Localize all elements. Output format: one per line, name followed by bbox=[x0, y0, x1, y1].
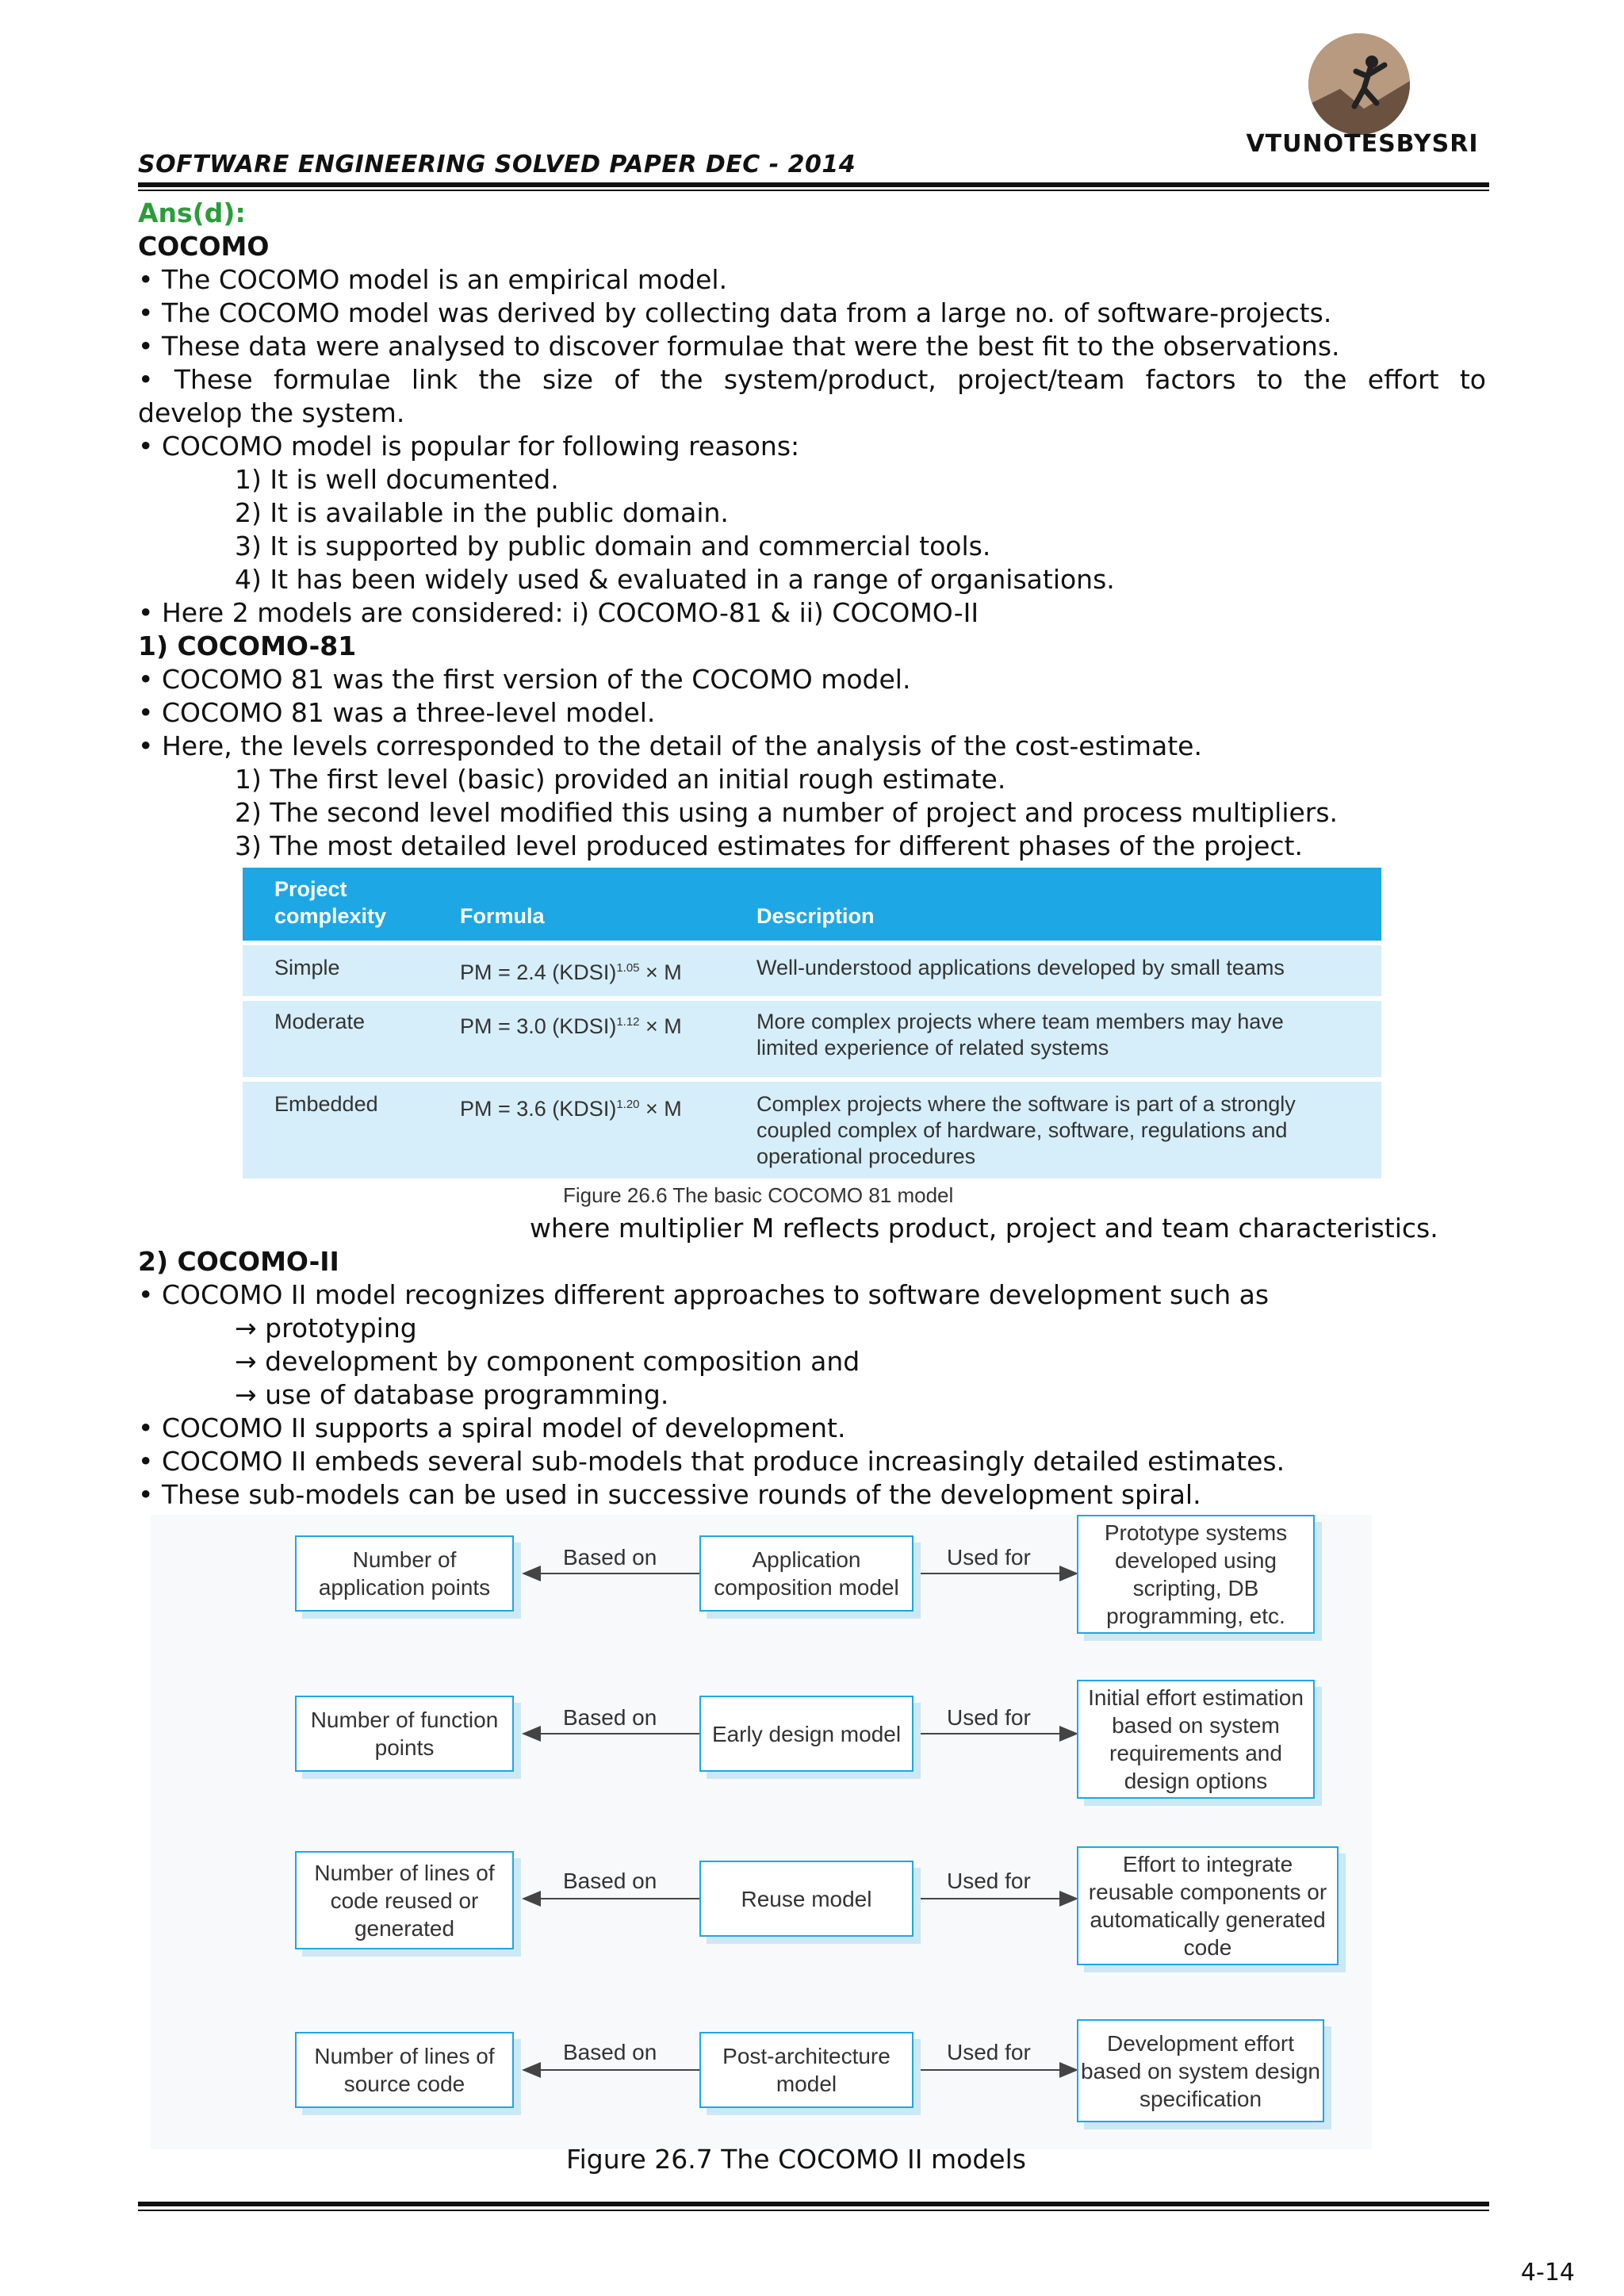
bullet: • COCOMO II model recognizes different approaches to software development such as bbox=[138, 1279, 1270, 1310]
cell-complexity: Moderate bbox=[274, 1010, 366, 1033]
page-number: 4-14 bbox=[1520, 2259, 1575, 2286]
model-box: Post-architecture model bbox=[699, 2032, 914, 2108]
approach-item: → prototyping bbox=[235, 1313, 417, 1343]
cell-complexity: Simple bbox=[274, 956, 340, 979]
based-on-label: Based on bbox=[563, 1545, 657, 1570]
based-on-label: Based on bbox=[563, 1869, 657, 1893]
input-box: Number of application points bbox=[295, 1535, 514, 1612]
level-item: 2) The second level modified this using a number of project and process multipliers. bbox=[235, 797, 1339, 828]
bullet: • Here, the levels corresponded to the detail of the analysis of the cost-estimate. bbox=[138, 730, 1202, 761]
logo-text: VTUNOTESBYSRI bbox=[1246, 130, 1479, 158]
subsection-heading: 1) COCOMO-81 bbox=[138, 631, 357, 661]
formula-exponent: 1.20 bbox=[616, 1098, 640, 1111]
approach-item: → development by component composition and bbox=[235, 1346, 860, 1377]
bullet: • The COCOMO model is an empirical model. bbox=[138, 264, 728, 295]
header-description: Description bbox=[756, 904, 875, 928]
header-formula: Formula bbox=[460, 904, 545, 928]
page-header-title: SOFTWARE ENGINEERING SOLVED PAPER DEC - 2014 bbox=[138, 151, 856, 178]
approach-item: → use of database programming. bbox=[235, 1379, 669, 1410]
cell-formula bbox=[460, 1091, 682, 1122]
used-for-label: Used for bbox=[947, 1869, 1031, 1893]
use-box: Development effort based on system design specification bbox=[1077, 2019, 1324, 2122]
model-box: Reuse model bbox=[699, 1861, 914, 1937]
table-header bbox=[243, 868, 1381, 941]
diagram-caption: Figure 26.7 The COCOMO II models bbox=[566, 2144, 1026, 2175]
formula-multiplier: × M bbox=[639, 1097, 682, 1121]
header-rule bbox=[138, 182, 1489, 187]
cell-complexity: Embedded bbox=[274, 1092, 378, 1116]
used-for-label: Used for bbox=[947, 1545, 1031, 1570]
row-separator bbox=[243, 941, 1381, 945]
bullet: • COCOMO II embeds several sub-models that produce increasingly detailed estimates. bbox=[138, 1446, 1285, 1477]
formula-exponent: 1.12 bbox=[616, 1015, 640, 1029]
header-rule-thin bbox=[138, 190, 1489, 191]
table-caption: Figure 26.6 The basic COCOMO 81 model bbox=[563, 1183, 954, 1207]
formula-base: PM = 3.0 (KDSI) bbox=[460, 1014, 617, 1038]
multiplier-note: where multiplier M reflects product, project and team characteristics. bbox=[530, 1213, 1438, 1244]
input-box: Number of function points bbox=[295, 1696, 514, 1772]
bullet: • These formulae link the size of the system/product, project/team factors to the effort to bbox=[138, 364, 1486, 395]
model-box: Early design model bbox=[699, 1696, 914, 1772]
cocomo2-diagram bbox=[151, 1515, 1372, 2149]
section-heading: COCOMO bbox=[138, 231, 270, 262]
bullet: • COCOMO 81 was a three-level model. bbox=[138, 697, 656, 728]
cell-description: coupled complex of hardware, software, regulations and bbox=[756, 1118, 1288, 1142]
header-complexity-line2: complexity bbox=[274, 904, 387, 928]
cell-description: operational procedures bbox=[756, 1144, 976, 1168]
formula-multiplier: × M bbox=[639, 960, 682, 984]
used-for-label: Used for bbox=[947, 2040, 1031, 2064]
level-item: 1) The first level (basic) provided an initial rough estimate. bbox=[235, 764, 1006, 795]
bullet: • COCOMO model is popular for following reasons: bbox=[138, 431, 800, 462]
input-box: Number of lines of code reused or generated bbox=[295, 1851, 514, 1949]
formula-base: PM = 2.4 (KDSI) bbox=[460, 960, 617, 984]
subsection-heading: 2) COCOMO-II bbox=[138, 1246, 339, 1277]
cell-formula bbox=[460, 955, 682, 986]
bullet-continuation: develop the system. bbox=[138, 397, 405, 428]
bullet: • The COCOMO model was derived by collecting data from a large no. of software-projects. bbox=[138, 297, 1332, 328]
reason-item: 2) It is available in the public domain. bbox=[235, 497, 729, 528]
based-on-label: Based on bbox=[563, 2040, 657, 2064]
row-separator bbox=[243, 1077, 1381, 1082]
cell-description: limited experience of related systems bbox=[756, 1036, 1109, 1060]
bullet: • These sub-models can be used in successive rounds of the development spiral. bbox=[138, 1479, 1201, 1510]
cocomo81-table bbox=[243, 868, 1381, 1179]
use-box: Effort to integrate reusable components or automatically generated code bbox=[1077, 1846, 1339, 1965]
answer-label: Ans(d): bbox=[138, 197, 246, 228]
header-complexity-line1: Project bbox=[274, 877, 347, 901]
cell-description: Well-understood applications developed by small teams bbox=[756, 956, 1285, 979]
bullet: • These data were analysed to discover formulae that were the best fit to the observations. bbox=[138, 331, 1340, 362]
formula-multiplier: × M bbox=[639, 1014, 682, 1038]
use-box: Prototype systems developed using scripting, DB programming, etc. bbox=[1077, 1515, 1315, 1634]
logo-climber-image bbox=[1308, 33, 1410, 135]
cell-description: Complex projects where the software is part of a strongly bbox=[756, 1092, 1296, 1116]
used-for-label: Used for bbox=[947, 1705, 1031, 1730]
bullet: • COCOMO II supports a spiral model of development. bbox=[138, 1412, 846, 1443]
reason-item: 1) It is well documented. bbox=[235, 464, 559, 495]
level-item: 3) The most detailed level produced estimates for different phases of the project. bbox=[235, 830, 1303, 861]
footer-rule-thin bbox=[138, 2210, 1489, 2211]
cell-description: More complex projects where team members may have bbox=[756, 1010, 1284, 1033]
reason-item: 3) It is supported by public domain and commercial tools. bbox=[235, 531, 991, 562]
bullet: • Here 2 models are considered: i) COCOMO-81 & ii) COCOMO-II bbox=[138, 597, 979, 628]
based-on-label: Based on bbox=[563, 1705, 657, 1730]
model-box: Application composition model bbox=[699, 1535, 914, 1612]
formula-base: PM = 3.6 (KDSI) bbox=[460, 1097, 617, 1121]
footer-rule bbox=[138, 2202, 1489, 2206]
formula-exponent: 1.05 bbox=[616, 961, 640, 975]
input-box: Number of lines of source code bbox=[295, 2032, 514, 2108]
bullet: • COCOMO 81 was the first version of the COCOMO model. bbox=[138, 664, 911, 695]
cell-formula bbox=[460, 1009, 682, 1040]
use-box: Initial effort estimation based on system requirements and design options bbox=[1077, 1680, 1315, 1799]
site-logo bbox=[1243, 29, 1481, 163]
reason-item: 4) It has been widely used & evaluated in a range of organisations. bbox=[235, 564, 1115, 595]
row-separator bbox=[243, 996, 1381, 1001]
